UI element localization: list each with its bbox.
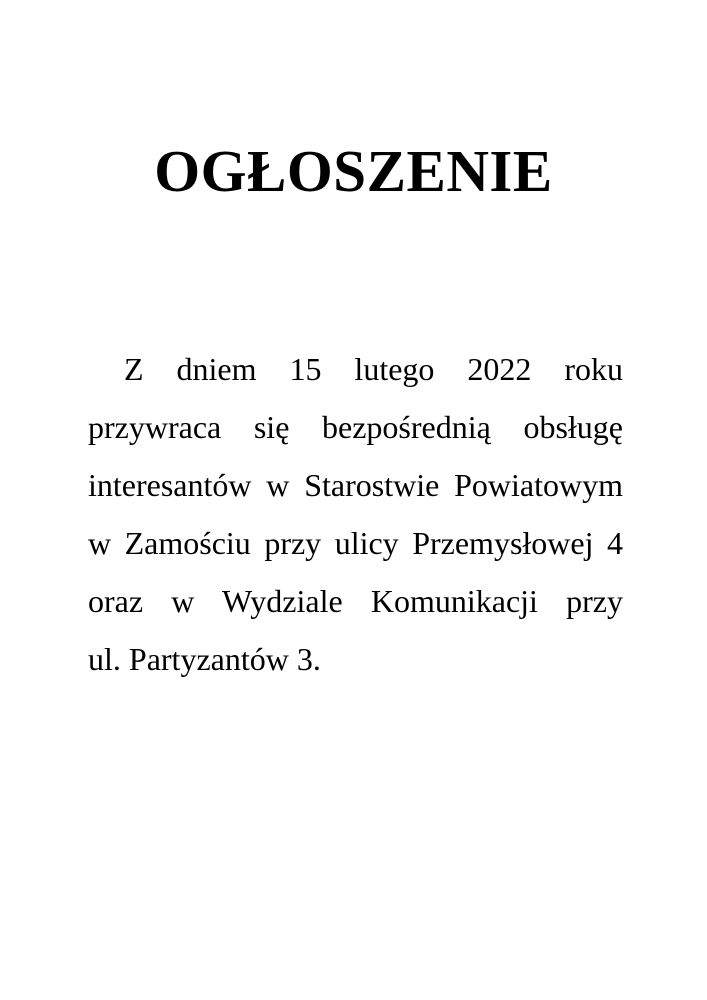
paragraph-line-6: ul. Partyzantów 3. [88, 641, 321, 677]
announcement-paragraph [88, 340, 623, 688]
paragraph-line-4: w Zamościu przy ulicy Przemysłowej 4 [88, 525, 623, 561]
paragraph-line-5: oraz w Wydziale Komunikacji przy [88, 583, 623, 619]
paragraph-line-2: przywraca się bezpośrednią obsługę [88, 409, 623, 445]
paragraph-line-3: interesantów w Starostwie Powiatowym [88, 467, 623, 503]
document-title: OGŁOSZENIE [154, 138, 553, 204]
paragraph-line-1: Z dniem 15 lutego 2022 roku [124, 351, 623, 387]
